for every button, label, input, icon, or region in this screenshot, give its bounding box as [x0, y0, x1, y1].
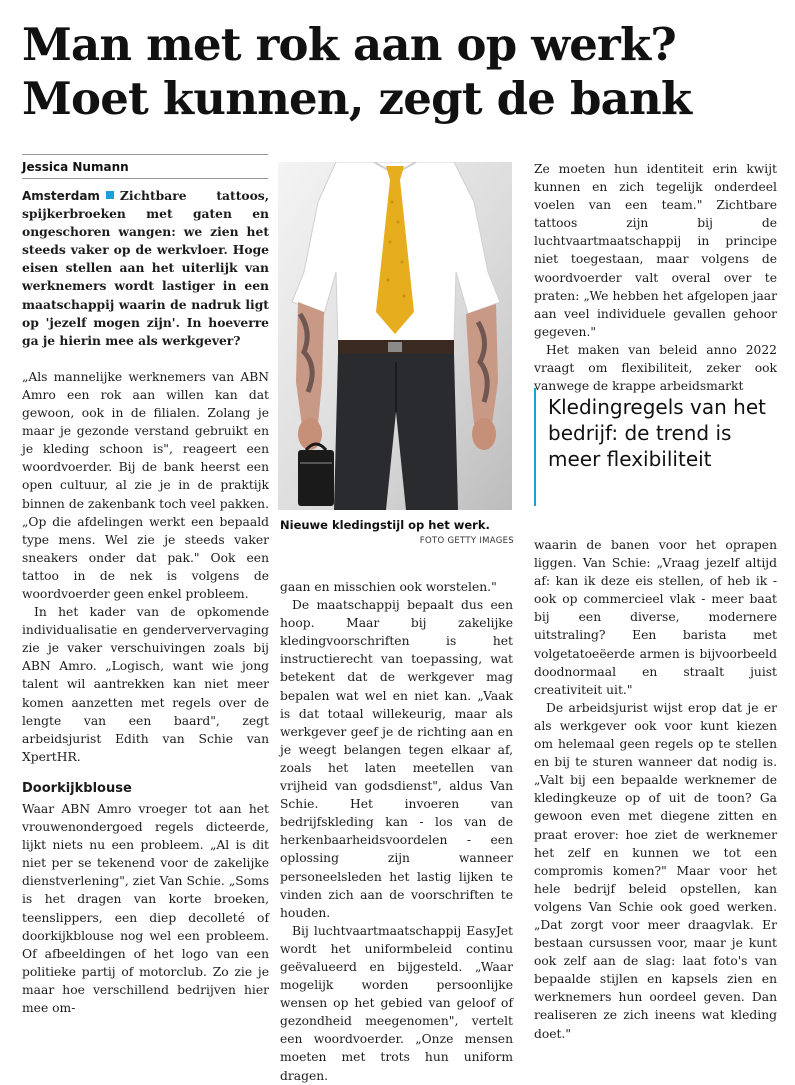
byline-rule-bottom	[22, 178, 268, 179]
article-column-3-top	[534, 160, 777, 395]
article-column-3-bottom	[534, 536, 777, 1043]
lead-paragraph	[22, 187, 269, 350]
man-in-shirt-and-tie-illustration	[278, 162, 512, 510]
article-column-1	[22, 187, 269, 1017]
photo-caption: Nieuwe kledingstijl op het werk.	[280, 518, 490, 532]
body-paragraph: De maatschappij bepaalt dus een hoop. Maar bij zakelijke kledingvoorschriften is het instructierecht van toepassing, wat betekent dat de werkgever mag bepalen wat wel en niet kan. „Vaak is dat totaal willekeurig, maar als werkgever geef je de richting aan en je weegt belangen tegen elkaar af, zoals het laten meetellen van vrijheid van godsdienst", aldus Van Schie. Het invoeren van bedrijfskleding kan - los van de herkenbaarheidsvoordelen - een oplossing zijn wanneer personeelsleden het lastig lijken te vinden zich aan de voorschriften te houden.	[280, 598, 513, 920]
body-paragraph: Ze moeten hun identiteit erin kwijt kunnen en zich tegelijk onderdeel voelen van een team." Zichtbare tattoos zijn bij de luchtvaartmaatschappij in principe niet toegestaan, maar volgens de woordvoerder valt overal over te praten: „We hebben het afgelopen jaar aan veel individuele gevallen gehoor gegeven."	[534, 162, 777, 339]
pull-quote	[534, 388, 782, 506]
pull-quote-text: Kledingregels van het bedrijf: de trend is meer flexibiliteit	[548, 395, 766, 471]
body-paragraph: In het kader van de opkomende individualisatie en genderververvaging zie je vaker verschuivingen zoals bij ABN Amro. „Logisch, want wie jong talent wil aantrekken kan niet meer komen aanzetten met regels over de lengte van een baard", zegt arbeidsjurist Edith van Schie van XpertHR.	[22, 605, 269, 764]
article-column-2	[280, 578, 513, 1085]
byline-rule-top	[22, 154, 268, 155]
dateline: Amsterdam	[22, 189, 100, 203]
body-paragraph: Bij luchtvaartmaatschappij EasyJet wordt het uniformbeleid continu geëvalueerd en bijgesteld. „Waar mogelijk worden persoonlijke wensen op het gebied van geloof of gezondheid meegenomen", vertelt een woordvoerder. „Onze mensen moeten met trots hun uniform dragen.	[280, 923, 513, 1083]
headline-line-2: Moet kunnen, zegt de bank	[22, 72, 692, 125]
lead-text: Zichtbare tattoos, spijkerbroeken met gaten en ongeschoren wangen: we zien het steeds vaker op de werkvloer. Hoge eisen stellen aan het uiterlijk van werknemers wordt lastiger in een maatschappij waarin de nadruk ligt op 'jezelf mogen zijn'. In hoeverre ga je hierin mee als werkgever?	[22, 188, 269, 348]
body-paragraph: Waar ABN Amro vroeger tot aan het vrouwenondergoed regels dicteerde, lijkt niets nu een probleem. „Al is dit niet per se tekenend voor de zakelijke dienstverlening", ziet Van Schie. „Soms is het dragen van korte broeken, teenslippers, een diep decolleté of doorkijkblouse nog wel een probleem. Of afbeeldingen of het logo van een politieke partij of motorclub. Zo zie je maar hoe verschillend bedrijven hier mee om-	[22, 802, 269, 1016]
dateline-square-icon	[106, 191, 114, 199]
body-paragraph: Het maken van beleid anno 2022 vraagt om flexibiliteit, zeker ook vanwege de krappe arbeidsmarkt	[534, 342, 777, 394]
article-photo	[278, 162, 512, 510]
headline-line-1: Man met rok aan op werk?	[22, 18, 676, 71]
headline	[22, 18, 782, 126]
photo-credit: FOTO GETTY IMAGES	[419, 536, 514, 546]
subhead: Doorkijkblouse	[22, 780, 132, 796]
body-paragraph: De arbeidsjurist wijst erop dat je er als werkgever ook voor kunt kiezen om helemaal geen regels op te stellen en bij te sturen wanneer dat nodig is. „Valt bij een bepaalde werknemer de kledingkeuze op of uit de toon? Ga gewoon even met diegene zitten en praat erover: hoe ziet de werknemer het zelf en kunnen we tot een compromis komen?" Maar voor het hele bedrijf beleid opstellen, kan volgens Van Schie ook goed werken. „Dat zorgt voor meer draagvlak. Er bestaan cursussen voor, maar je kunt ook zelf aan de slag: laat foto's van bepaalde stijlen en kapsels zien en werknemers hun oordeel geven. Dan realiseren ze zich ineens wat kleding doet."	[534, 700, 777, 1041]
body-paragraph: gaan en misschien ook worstelen."	[280, 580, 497, 594]
byline: Jessica Numann	[22, 160, 129, 174]
body-paragraph: „Als mannelijke werknemers van ABN Amro een rok aan willen kan dat gewoon, ook in de filialen. Zolang je maar je gezonde verstand gebruikt en je kleding schoon is", reageert een woordvoerder. Bij de bank heerst een open cultuur, al zie je in de praktijk binnen de zakenbank toch veel pakken. „Op die afdelingen werkt een bepaald type mens. Wel zie je steeds vaker sneakers onder dat pak." Ook een tattoo in de nek is volgens de woordvoerder geen enkel probleem.	[22, 369, 269, 601]
body-paragraph: waarin de banen voor het oprapen liggen. Van Schie: „Vraag jezelf altijd af: kan ik deze eis stellen, of heb ik - ook op commercieel vlak - meer baat bij een diverse, modernere uitstraling? Een barista met volgetatoeëerde armen is bijvoorbeeld doodnormaal en straalt juist creativiteit uit."	[534, 538, 777, 697]
